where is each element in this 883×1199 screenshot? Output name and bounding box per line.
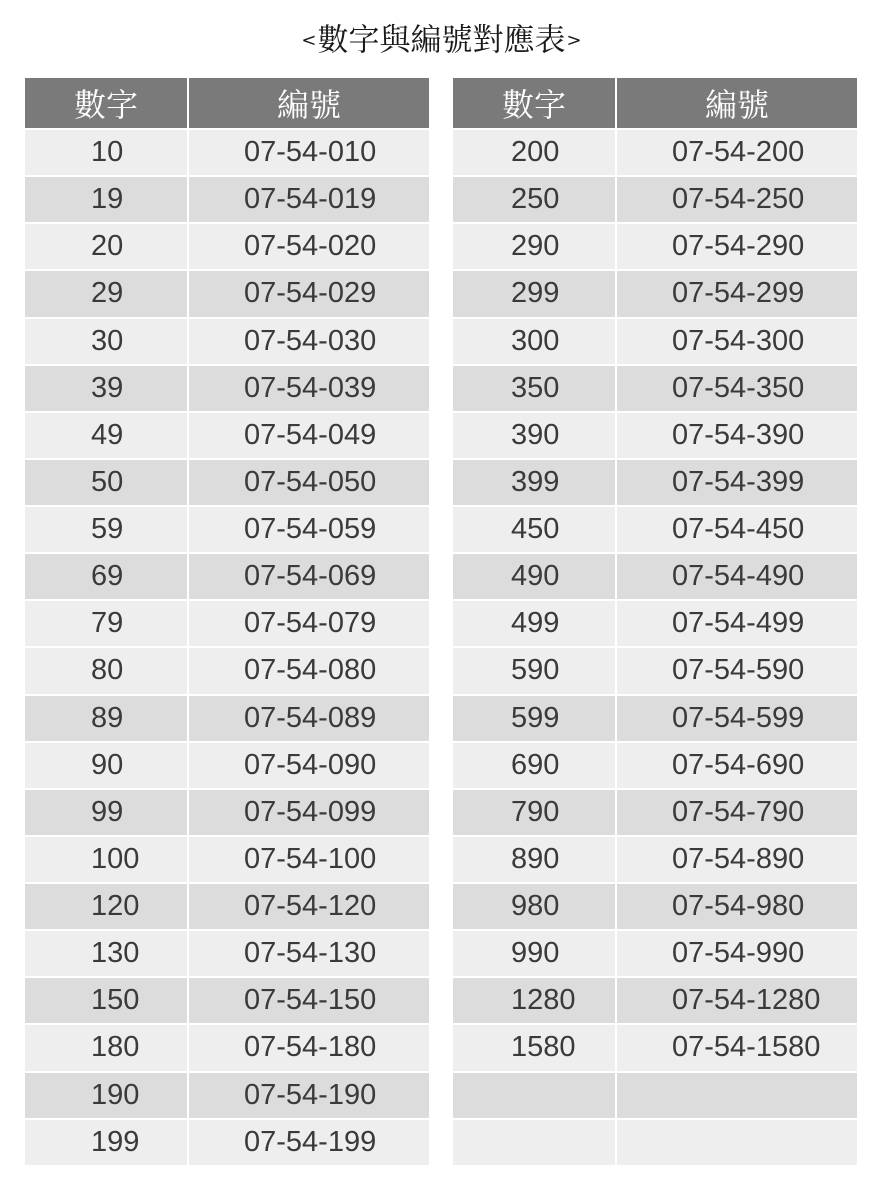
table-row bbox=[453, 743, 857, 790]
number-cell: 19 bbox=[25, 177, 189, 222]
code-cell: 07-54-080 bbox=[244, 654, 377, 687]
page-title bbox=[0, 18, 883, 62]
table-row bbox=[25, 743, 429, 790]
table-header bbox=[25, 78, 429, 130]
code-cell: 07-54-049 bbox=[244, 418, 377, 451]
code-cell: 07-54-069 bbox=[244, 560, 377, 593]
code-cell: 07-54-350 bbox=[672, 371, 805, 404]
number-cell: 990 bbox=[453, 931, 617, 976]
table-row bbox=[453, 837, 857, 884]
number-cell: 690 bbox=[453, 743, 617, 788]
code-cell: 07-54-299 bbox=[672, 277, 805, 310]
table-row bbox=[25, 271, 429, 318]
table-row bbox=[25, 319, 429, 366]
empty-cell bbox=[617, 1120, 857, 1165]
table-row bbox=[25, 931, 429, 978]
table-row bbox=[25, 554, 429, 601]
code-cell: 07-54-130 bbox=[244, 937, 377, 970]
number-cell: 120 bbox=[25, 884, 189, 929]
code-cell: 07-54-399 bbox=[672, 465, 805, 498]
code-cell: 07-54-200 bbox=[672, 136, 805, 169]
table-row bbox=[25, 1025, 429, 1072]
code-cell: 07-54-050 bbox=[244, 465, 377, 498]
table-row bbox=[453, 271, 857, 318]
table-body bbox=[453, 130, 857, 1167]
table-row bbox=[25, 978, 429, 1025]
number-cell: 50 bbox=[25, 460, 189, 505]
table-row bbox=[25, 366, 429, 413]
number-cell: 980 bbox=[453, 884, 617, 929]
table-row bbox=[453, 460, 857, 507]
table-row bbox=[25, 413, 429, 460]
number-cell: 300 bbox=[453, 319, 617, 364]
table-row bbox=[453, 130, 857, 177]
empty-row bbox=[453, 1120, 857, 1167]
number-cell: 69 bbox=[25, 554, 189, 599]
code-cell: 07-54-010 bbox=[244, 136, 377, 169]
table-row bbox=[25, 1120, 429, 1167]
number-cell: 490 bbox=[453, 554, 617, 599]
table-row bbox=[453, 366, 857, 413]
table-row bbox=[453, 931, 857, 978]
code-cell: 07-54-079 bbox=[244, 607, 377, 640]
number-cell: 130 bbox=[25, 931, 189, 976]
code-cell: 07-54-450 bbox=[672, 513, 805, 546]
table-row bbox=[25, 601, 429, 648]
table-row bbox=[25, 177, 429, 224]
number-cell: 350 bbox=[453, 366, 617, 411]
code-cell: 07-54-980 bbox=[672, 890, 805, 923]
number-cell: 39 bbox=[25, 366, 189, 411]
code-cell: 07-54-290 bbox=[672, 230, 805, 263]
code-cell: 07-54-890 bbox=[672, 842, 805, 875]
table-header bbox=[453, 78, 857, 130]
number-cell: 190 bbox=[25, 1073, 189, 1118]
table-row bbox=[453, 224, 857, 271]
table-row bbox=[25, 130, 429, 177]
code-cell: 07-54-019 bbox=[244, 183, 377, 216]
header-number: 數字 bbox=[453, 78, 617, 128]
code-cell: 07-54-499 bbox=[672, 607, 805, 640]
table-row bbox=[453, 177, 857, 224]
code-cell: 07-54-990 bbox=[672, 937, 805, 970]
table-row bbox=[453, 884, 857, 931]
table-row bbox=[453, 507, 857, 554]
number-cell: 89 bbox=[25, 696, 189, 741]
empty-cell bbox=[617, 1073, 857, 1118]
number-cell: 299 bbox=[453, 271, 617, 316]
table-row bbox=[453, 696, 857, 743]
table-row bbox=[453, 648, 857, 695]
number-cell: 499 bbox=[453, 601, 617, 646]
table-row bbox=[453, 1025, 857, 1072]
code-cell: 07-54-020 bbox=[244, 230, 377, 263]
code-cell: 07-54-199 bbox=[244, 1125, 377, 1158]
title-open-bracket: < bbox=[301, 29, 317, 51]
code-cell: 07-54-120 bbox=[244, 890, 377, 923]
number-cell: 200 bbox=[453, 130, 617, 175]
code-cell: 07-54-100 bbox=[244, 842, 377, 875]
number-cell: 59 bbox=[25, 507, 189, 552]
number-cell: 1580 bbox=[453, 1025, 617, 1070]
table-row bbox=[25, 224, 429, 271]
number-cell: 590 bbox=[453, 648, 617, 693]
table-body bbox=[25, 130, 429, 1167]
code-cell: 07-54-490 bbox=[672, 560, 805, 593]
number-cell: 390 bbox=[453, 413, 617, 458]
table-row bbox=[25, 837, 429, 884]
number-cell: 80 bbox=[25, 648, 189, 693]
number-cell: 49 bbox=[25, 413, 189, 458]
number-cell: 29 bbox=[25, 271, 189, 316]
code-cell: 07-54-1580 bbox=[672, 1031, 821, 1064]
code-cell: 07-54-250 bbox=[672, 183, 805, 216]
number-cell: 150 bbox=[25, 978, 189, 1023]
table-row bbox=[25, 648, 429, 695]
code-cell: 07-54-180 bbox=[244, 1031, 377, 1064]
code-cell: 07-54-039 bbox=[244, 371, 377, 404]
code-cell: 07-54-099 bbox=[244, 795, 377, 828]
title-close-bracket: > bbox=[566, 29, 582, 51]
table-row bbox=[25, 790, 429, 837]
number-cell: 450 bbox=[453, 507, 617, 552]
table-row bbox=[453, 601, 857, 648]
code-cell: 07-54-599 bbox=[672, 701, 805, 734]
code-cell: 07-54-089 bbox=[244, 701, 377, 734]
mapping-table-left bbox=[25, 78, 429, 1167]
number-cell: 290 bbox=[453, 224, 617, 269]
number-cell: 100 bbox=[25, 837, 189, 882]
number-cell: 99 bbox=[25, 790, 189, 835]
number-cell: 399 bbox=[453, 460, 617, 505]
number-cell: 30 bbox=[25, 319, 189, 364]
code-cell: 07-54-390 bbox=[672, 418, 805, 451]
mapping-table-right bbox=[453, 78, 857, 1167]
number-cell: 10 bbox=[25, 130, 189, 175]
number-cell: 20 bbox=[25, 224, 189, 269]
code-cell: 07-54-090 bbox=[244, 748, 377, 781]
table-row bbox=[25, 884, 429, 931]
number-cell: 199 bbox=[25, 1120, 189, 1165]
header-code: 編號 bbox=[276, 86, 341, 124]
number-cell: 90 bbox=[25, 743, 189, 788]
number-cell: 180 bbox=[25, 1025, 189, 1070]
code-cell: 07-54-150 bbox=[244, 984, 377, 1017]
table-row bbox=[25, 460, 429, 507]
table-row bbox=[25, 507, 429, 554]
code-cell: 07-54-059 bbox=[244, 513, 377, 546]
number-cell: 79 bbox=[25, 601, 189, 646]
title-text: 數字與編號對應表 bbox=[317, 22, 566, 59]
code-cell: 07-54-690 bbox=[672, 748, 805, 781]
number-cell: 250 bbox=[453, 177, 617, 222]
table-row bbox=[453, 554, 857, 601]
code-cell: 07-54-030 bbox=[244, 324, 377, 357]
table-row bbox=[453, 978, 857, 1025]
code-cell: 07-54-590 bbox=[672, 654, 805, 687]
table-row bbox=[453, 413, 857, 460]
code-cell: 07-54-790 bbox=[672, 795, 805, 828]
header-number: 數字 bbox=[25, 78, 189, 128]
header-code: 編號 bbox=[704, 86, 769, 124]
table-row bbox=[25, 1073, 429, 1120]
table-row bbox=[453, 319, 857, 366]
code-cell: 07-54-190 bbox=[244, 1078, 377, 1111]
number-cell: 890 bbox=[453, 837, 617, 882]
table-row bbox=[453, 790, 857, 837]
number-cell: 599 bbox=[453, 696, 617, 741]
code-cell: 07-54-029 bbox=[244, 277, 377, 310]
empty-row bbox=[453, 1073, 857, 1120]
number-cell: 790 bbox=[453, 790, 617, 835]
number-cell: 1280 bbox=[453, 978, 617, 1023]
code-cell: 07-54-300 bbox=[672, 324, 805, 357]
empty-cell bbox=[453, 1120, 617, 1165]
table-row bbox=[25, 696, 429, 743]
empty-cell bbox=[453, 1073, 617, 1118]
code-cell: 07-54-1280 bbox=[672, 984, 821, 1017]
